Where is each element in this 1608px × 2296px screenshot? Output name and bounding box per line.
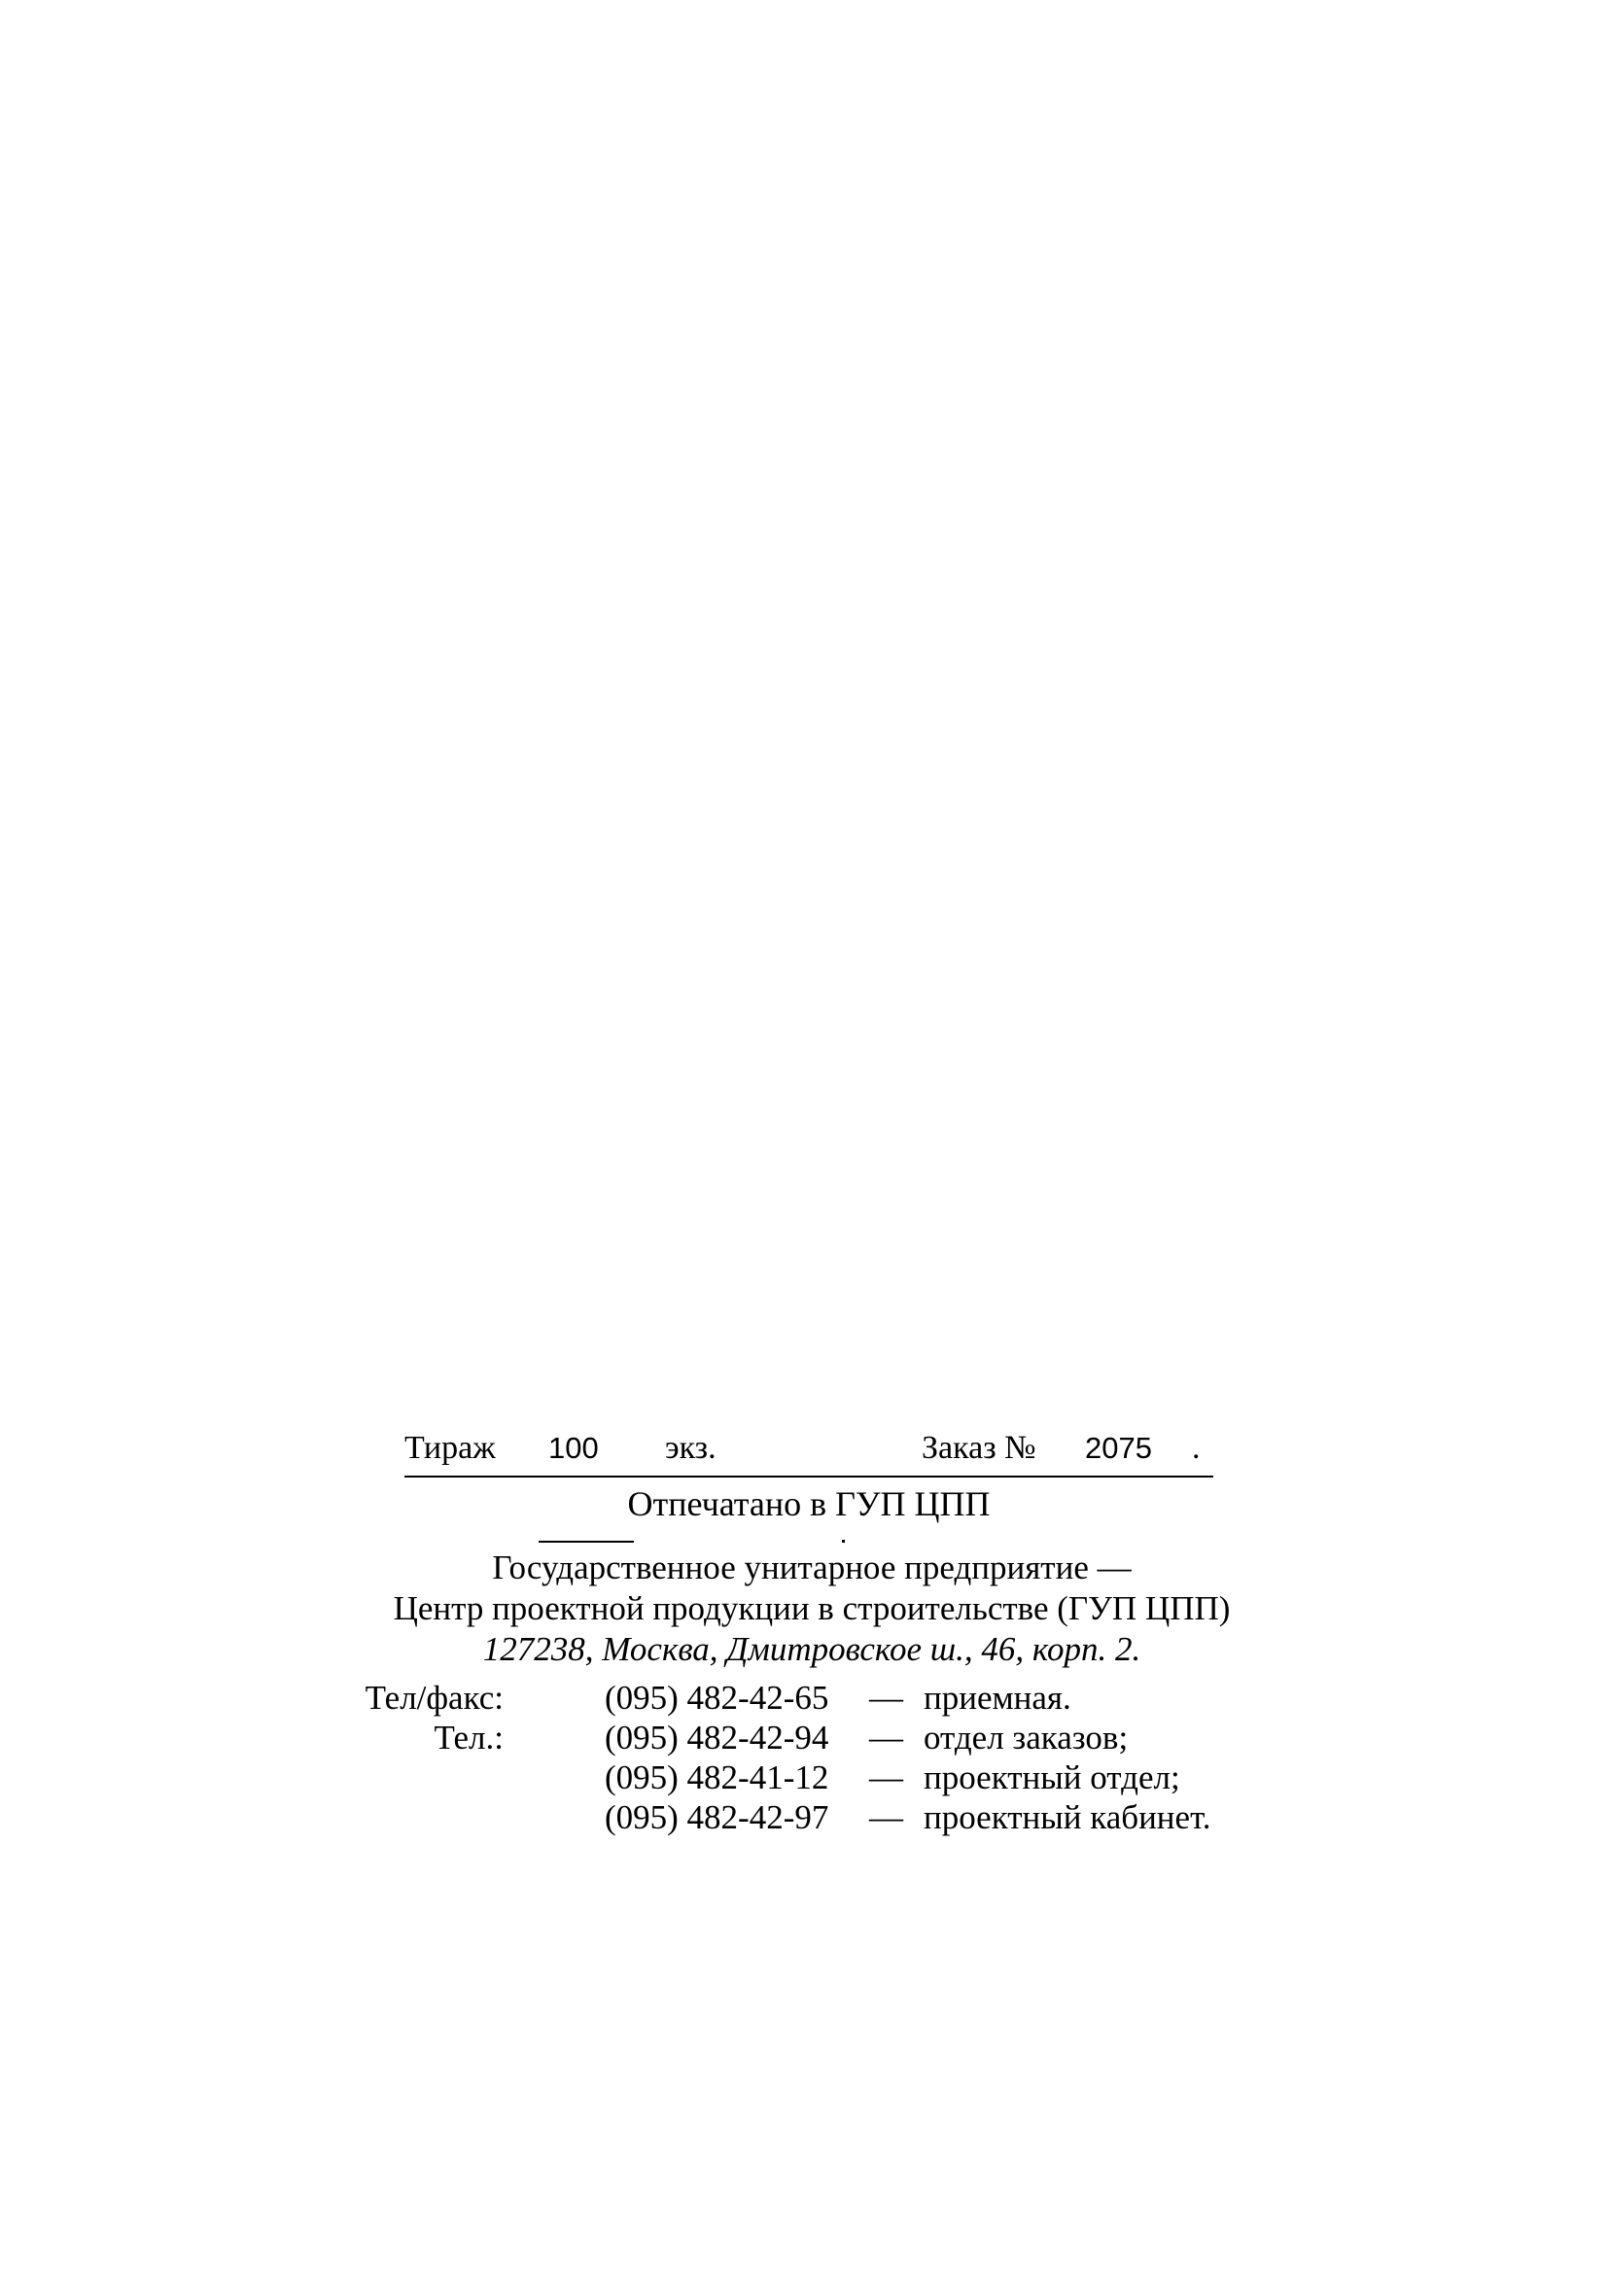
- contact-dash: —: [869, 1758, 903, 1796]
- order-trailing-dot: .: [1192, 1430, 1201, 1466]
- contact-phone: (095) 482-41-12: [605, 1758, 829, 1796]
- print-run-value: 100: [548, 1431, 599, 1465]
- contact-purpose: проектный кабинет.: [924, 1798, 1211, 1836]
- print-speck: [842, 1540, 845, 1543]
- contact-dash: —: [869, 1798, 903, 1836]
- organization-block: [292, 1548, 1332, 1670]
- contact-purpose: проектный отдел;: [924, 1758, 1180, 1796]
- contact-phone: (095) 482-42-94: [605, 1719, 829, 1757]
- order-number: 2075: [1085, 1431, 1152, 1465]
- contact-row: [389, 1718, 1264, 1757]
- print-run-line: [404, 1427, 1211, 1470]
- short-divider-rule: [539, 1541, 634, 1543]
- contact-row: [389, 1797, 1264, 1837]
- organization-address: 127238, Москва, Дмитровское ш., 46, корп. 2.: [482, 1630, 1141, 1668]
- contact-label: Тел.:: [434, 1719, 504, 1757]
- organization-line-2: Центр проектной продукции в строительстве (ГУП ЦПП): [393, 1589, 1231, 1627]
- print-run-unit: экз.: [665, 1430, 717, 1466]
- contacts-list: [365, 1678, 1264, 1837]
- contact-row: [365, 1678, 1264, 1718]
- order-label: Заказ №: [922, 1430, 1036, 1466]
- printed-at-line: Отпечатано в ГУП ЦПП: [627, 1484, 991, 1523]
- contact-dash: —: [869, 1719, 903, 1757]
- contact-phone: (095) 482-42-97: [605, 1798, 829, 1836]
- contact-label: Тел/факс:: [365, 1679, 504, 1717]
- contact-row: [389, 1757, 1264, 1797]
- print-run-label: Тираж: [404, 1430, 496, 1466]
- divider-rule: [404, 1476, 1213, 1478]
- contact-phone: (095) 482-42-65: [605, 1679, 829, 1717]
- contact-purpose: отдел заказов;: [924, 1719, 1129, 1757]
- organization-line-1: Государственное унитарное предприятие —: [492, 1548, 1132, 1586]
- contact-dash: —: [869, 1679, 903, 1717]
- contact-purpose: приемная.: [924, 1679, 1071, 1717]
